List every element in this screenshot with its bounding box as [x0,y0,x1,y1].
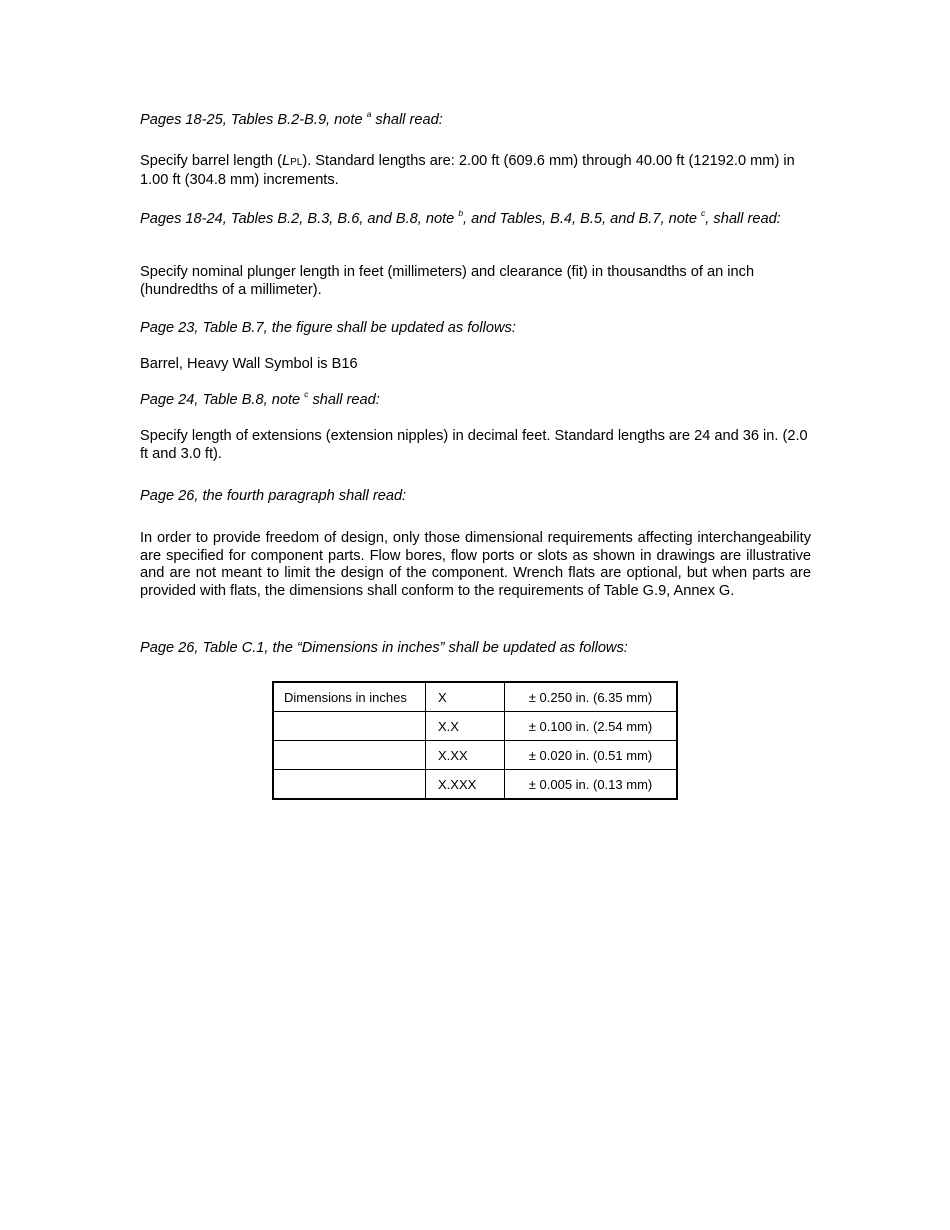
table-cell-tolerance: ± 0.020 in. (0.51 mm) [505,741,678,770]
table-cell-tolerance: ± 0.100 in. (2.54 mm) [505,712,678,741]
paragraph-freedom-of-design: In order to provide freedom of design, only those dimensional requirements affecting interchangeability are specified for component parts. Flow bores, flow ports or slots as shown in drawings are illustrative and are not meant to limit the design of the component. Wrench flats are optional, but when parts are provided with flats, the dimensions shall conform to the requirements of Table G.9, Annex G. [140,530,811,599]
heading-text: , and Tables, B.4, B.5, and B.7, note [463,211,702,227]
table-cell-format: X [426,682,505,712]
table-cell-label [273,712,426,741]
table-cell-format: X.XXX [426,770,505,800]
paragraph-plunger-length: Specify nominal plunger length in feet (millimeters) and clearance (fit) in thousandths of an inch (hundredths of a millimeter). [140,264,755,298]
heading-text: , shall read: [705,211,781,227]
table-cell-format: X.XX [426,741,505,770]
table-row [273,682,677,712]
heading-text: Pages 18-25, Tables B.2-B.9, note [140,112,367,128]
paragraph-barrel-symbol: Barrel, Heavy Wall Symbol is B16 [140,356,358,372]
heading-table-b7: Page 23, Table B.7, the figure shall be updated as follows: [140,320,516,336]
heading-fourth-paragraph: Page 26, the fourth paragraph shall read: [140,488,407,504]
table-cell-label: Dimensions in inches [273,682,426,712]
dimensions-table [272,681,678,800]
table-cell-label [273,770,426,800]
table-cell-tolerance: ± 0.005 in. (0.13 mm) [505,770,678,800]
heading-table-c1: Page 26, Table C.1, the “Dimensions in inches” shall be updated as follows: [140,640,628,656]
heading-text: Page 24, Table B.8, note [140,392,305,408]
footnote-marker: c [701,208,706,219]
footnote-marker: b [458,208,464,219]
table-cell-label [273,741,426,770]
paragraph-barrel-length [140,153,811,189]
table-cell-format: X.X [426,712,505,741]
heading-text: shall read: [308,392,380,408]
symbol-subscript: PL [290,157,303,168]
document-page [140,0,811,1230]
symbol-l: L [281,153,291,169]
table-row [273,712,677,741]
heading-tables-b2-b8 [140,208,811,229]
heading-text: Pages 18-24, Tables B.2, B.3, B.6, and B.8, note [140,211,459,227]
paragraph-text: Specify barrel length ( [140,153,282,169]
heading-text: shall read: [371,112,443,128]
heading-tables-b2-b9 [140,109,811,130]
paragraph-extension-length: Specify length of extensions (extension nipples) in decimal feet. Standard lengths are 24 and 36 in. (2.0 ft and 3.0 ft). [140,428,808,462]
footnote-marker: a [366,109,372,120]
table-cell-tolerance: ± 0.250 in. (6.35 mm) [505,682,678,712]
table-row [273,741,677,770]
footnote-marker: c [304,389,309,400]
heading-table-b8 [140,389,811,410]
paragraph-text: ). Standard lengths are: 2.00 ft (609.6 mm) through 40.00 ft (12192.0 mm) in 1.00 ft (304.8 mm) increments. [140,153,795,188]
table-row [273,770,677,800]
